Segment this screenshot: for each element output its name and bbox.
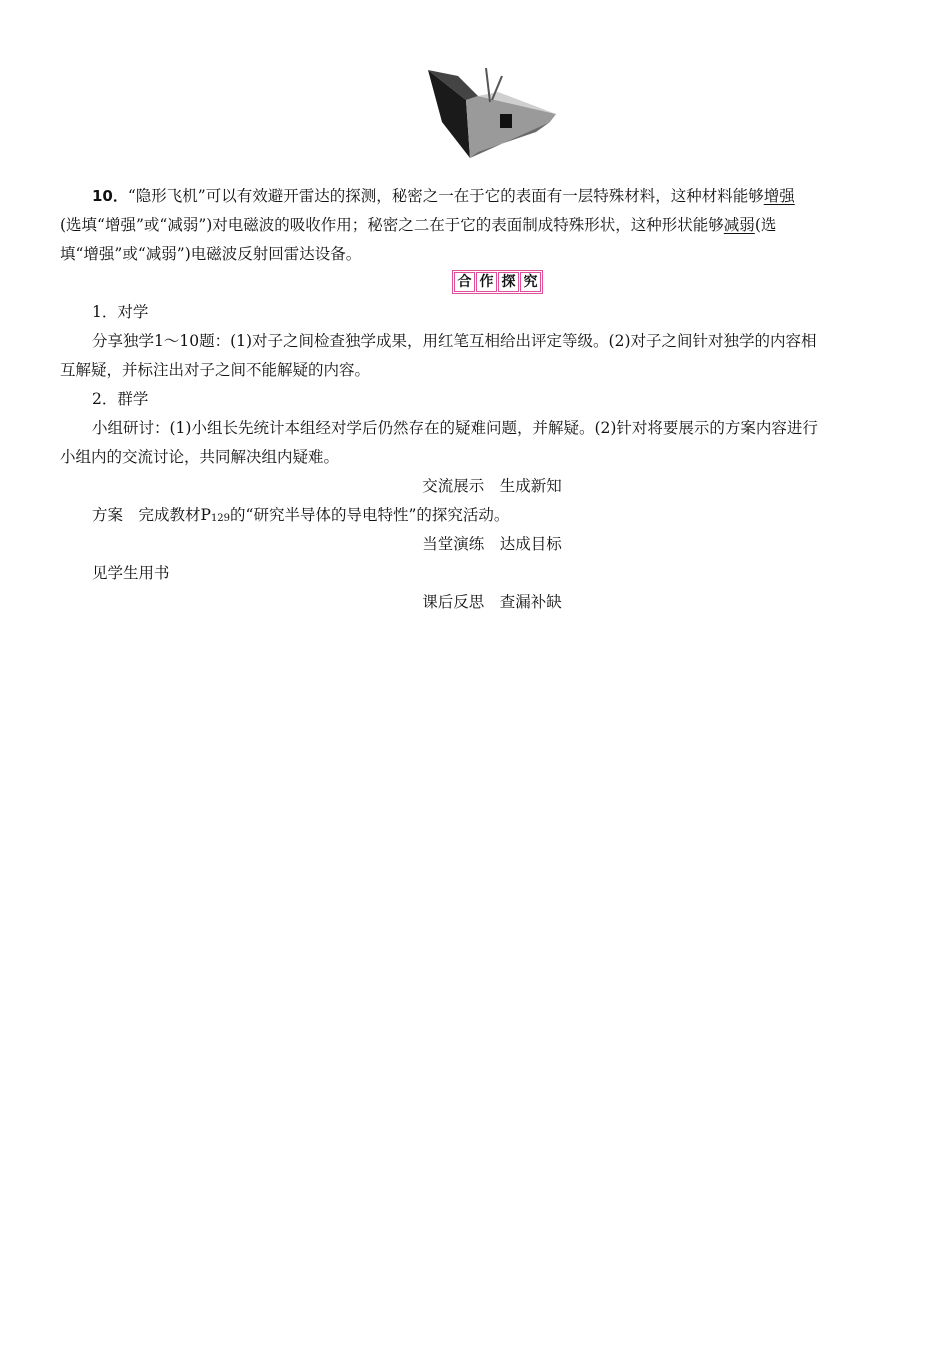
question-10-line-2: [60, 215, 776, 235]
stealth-aircraft-image: [418, 62, 558, 162]
banner-char: 究: [520, 272, 541, 292]
question-10-line-3: [60, 244, 361, 264]
see-student-book: 见学生用书: [92, 564, 170, 582]
answer-blank-2: 减弱: [723, 216, 755, 234]
plan-line: [92, 505, 509, 529]
heading-after-class-reflection: 课后反思 查漏补缺: [422, 593, 562, 611]
question-text: 填“增强”或“减弱”)电磁波反射回雷达设备。: [60, 245, 362, 263]
page-number-subscript: 129: [210, 513, 231, 524]
section-banner-cooperative-inquiry: [452, 270, 543, 294]
question-text: (选填“增强”或“减弱”)对电磁波的吸收作用；秘密之二在于它的表面制成特殊形状，这种形状能够: [60, 216, 724, 234]
section-1-title: 1．对学: [92, 303, 149, 321]
question-text: (选: [754, 216, 777, 234]
heading-in-class-practice: 当堂演练 达成目标: [422, 535, 562, 553]
question-text: “隐形飞机”可以有效避开雷达的探测，秘密之一在于它的表面有一层特殊材料，这种材料能够: [127, 187, 764, 205]
banner-char: 作: [476, 272, 497, 292]
banner-char: 探: [498, 272, 519, 292]
answer-blank-1: 增强: [763, 187, 795, 205]
question-number: 10．: [92, 187, 128, 205]
section-2-title: 2．群学: [92, 390, 149, 408]
section-2-text-line-2: 小组内的交流讨论，共同解决组内疑难。: [60, 448, 340, 466]
heading-exchange-display: 交流展示 生成新知: [422, 477, 562, 495]
section-2-text-line-1: 小组研讨：(1)小组长先统计本组经对学后仍然存在的疑难问题，并解疑。(2)针对将要展示的方案内容进行: [92, 419, 818, 437]
banner-char: 合: [454, 272, 475, 292]
section-1-text-line-1: 分享独学1～10题：(1)对子之间检查独学成果，用红笔互相给出评定等级。(2)对子之间针对独学的内容相: [92, 332, 817, 350]
plan-suffix: 的“研究半导体的导电特性”的探究活动。: [230, 506, 510, 524]
question-10-line-1: [92, 186, 795, 206]
plan-prefix: 方案 完成教材P: [92, 506, 211, 524]
section-1-text-line-2: 互解疑，并标注出对子之间不能解疑的内容。: [60, 361, 371, 379]
